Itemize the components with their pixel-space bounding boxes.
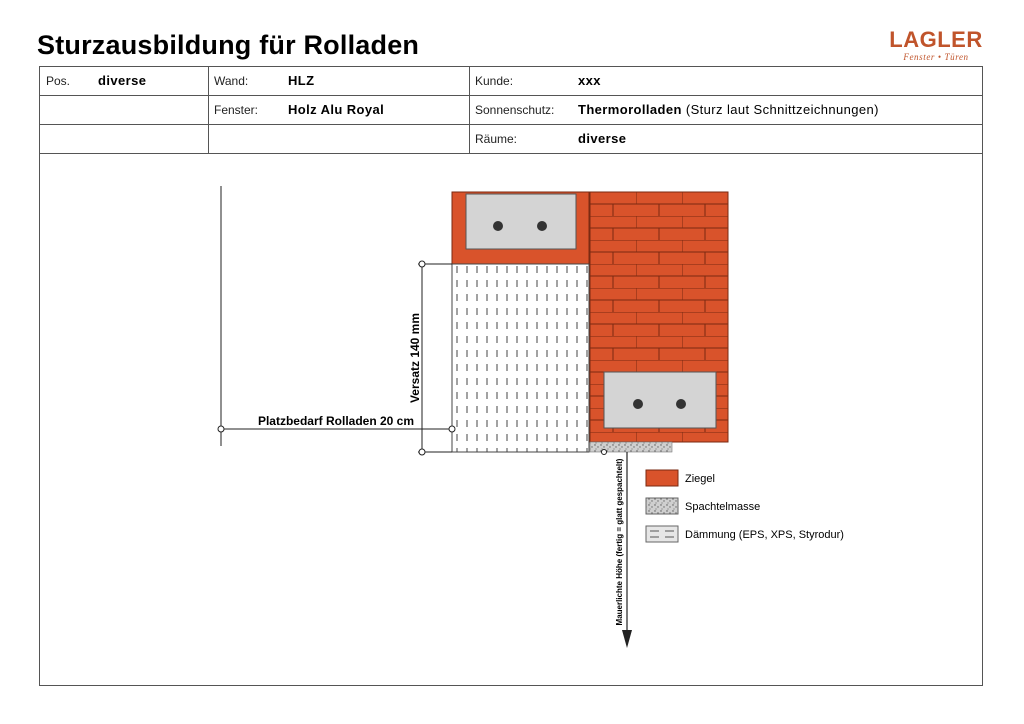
lower-lintel-core xyxy=(604,372,716,428)
page-title: Sturzausbildung für Rolladen xyxy=(37,30,420,60)
legend-label-ziegel: Ziegel xyxy=(685,473,715,485)
dim-marker xyxy=(419,449,425,455)
height-note-text: Mauerlichte Höhe (fertig = glatt gespachtelt) xyxy=(615,458,624,626)
legend-swatch-ziegel xyxy=(646,470,678,486)
insulation-block xyxy=(452,264,589,452)
dim-versatz-text: Versatz 140 mm xyxy=(408,312,422,404)
logo-wordmark: LAGLER xyxy=(889,27,983,52)
raeume-value: diverse xyxy=(578,131,627,146)
logo-tagline: Fenster • Türen xyxy=(903,52,969,62)
arrow-down-icon xyxy=(622,630,632,648)
dim-platzbedarf-text: Platzbedarf Rolladen 20 cm xyxy=(257,414,415,428)
wand-value: HLZ xyxy=(288,73,315,88)
rebar-icon xyxy=(633,399,643,409)
arrow-origin xyxy=(602,450,607,455)
sonnenschutz-label: Sonnenschutz: xyxy=(475,103,555,117)
legend-label-spachtelmasse: Spachtelmasse xyxy=(685,501,761,513)
legend xyxy=(646,470,844,542)
sonnenschutz-note: (Sturz laut Schnittzeichnungen) xyxy=(685,102,879,117)
pos-label: Pos. xyxy=(46,74,71,88)
legend-label-daemmung: Dämmung (EPS, XPS, Styrodur) xyxy=(685,529,844,541)
kunde-value: xxx xyxy=(578,73,601,88)
dim-marker xyxy=(449,426,455,432)
rebar-icon xyxy=(493,221,503,231)
upper-lintel-core xyxy=(466,194,576,249)
pos-value: diverse xyxy=(98,73,147,88)
legend-swatch-spachtelmasse xyxy=(646,498,678,514)
dim-marker xyxy=(419,261,425,267)
sonnenschutz-value-text: Thermorolladen xyxy=(578,102,682,117)
rebar-icon xyxy=(537,221,547,231)
rebar-icon xyxy=(676,399,686,409)
dim-marker xyxy=(218,426,224,432)
raeume-label: Räume: xyxy=(475,132,518,146)
fenster-value: Holz Alu Royal xyxy=(288,102,385,117)
fenster-label: Fenster: xyxy=(214,103,259,117)
kunde-label: Kunde: xyxy=(475,74,514,88)
legend-swatch-daemmung xyxy=(646,526,678,542)
wand-label: Wand: xyxy=(214,74,249,88)
